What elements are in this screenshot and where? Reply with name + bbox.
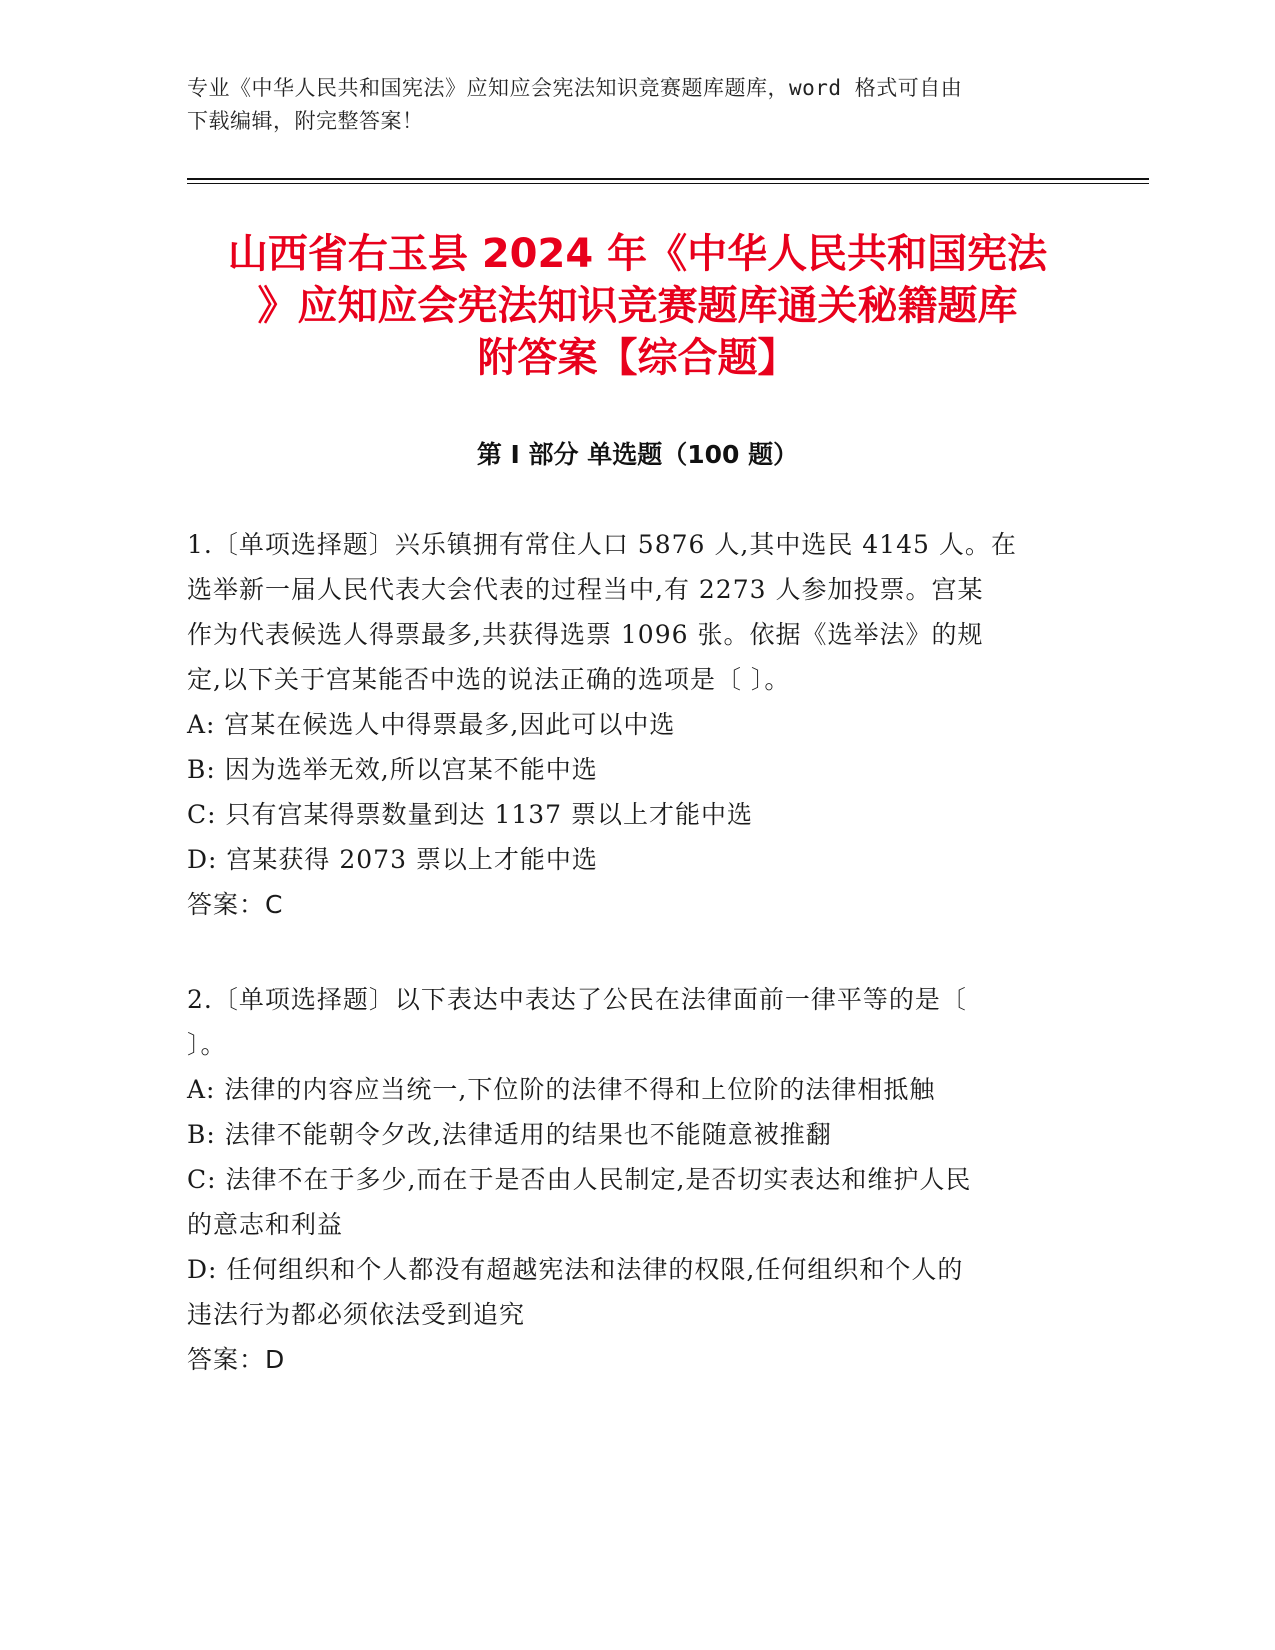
question-option: C: 法律不在于多少,而在于是否由人民制定,是否切实表达和维护人民 bbox=[187, 1165, 972, 1194]
question-option: A: 法律的内容应当统一,下位阶的法律不得和上位阶的法律相抵触 bbox=[187, 1075, 936, 1104]
question-answer: 答案：C bbox=[187, 890, 284, 919]
question-block bbox=[187, 522, 1067, 927]
document-title-line: 山西省右玉县 2024 年《中华人民共和国宪法 bbox=[227, 231, 1048, 277]
header-divider-thick bbox=[187, 178, 1149, 180]
header-note bbox=[187, 72, 1087, 138]
document-title bbox=[150, 228, 1125, 384]
section-title: 第 I 部分 单选题（100 题） bbox=[476, 440, 799, 469]
question-stem-line: 选举新一届人民代表大会代表的过程当中,有 2273 人参加投票。宫某 bbox=[187, 575, 984, 604]
question-stem-line: 作为代表候选人得票最多,共获得选票 1096 张。依据《选举法》的规 bbox=[187, 620, 984, 649]
question-option: 违法行为都必须依法受到追究 bbox=[187, 1300, 526, 1329]
question-block bbox=[187, 977, 1067, 1382]
document-title-line: 》应知应会宪法知识竞赛题库通关秘籍题库 bbox=[257, 283, 1018, 329]
question-option: B: 法律不能朝令夕改,法律适用的结果也不能随意被推翻 bbox=[187, 1120, 832, 1149]
question-option: D: 宫某获得 2073 票以上才能中选 bbox=[187, 845, 598, 874]
question-answer: 答案：D bbox=[187, 1345, 286, 1374]
question-option: A: 宫某在候选人中得票最多,因此可以中选 bbox=[187, 710, 676, 739]
question-stem-line: 〕。 bbox=[187, 1030, 227, 1059]
question-option: D: 任何组织和个人都没有超越宪法和法律的权限,任何组织和个人的 bbox=[187, 1255, 964, 1284]
document-title-line: 附答案【综合题】 bbox=[477, 335, 798, 381]
question-stem-line: 2.〔单项选择题〕以下表达中表达了公民在法律面前一律平等的是〔 bbox=[187, 985, 967, 1014]
question-option: B: 因为选举无效,所以宫某不能中选 bbox=[187, 755, 598, 784]
question-option: C: 只有宫某得票数量到达 1137 票以上才能中选 bbox=[187, 800, 754, 829]
header-divider-thin bbox=[187, 183, 1149, 184]
question-option: 的意志和利益 bbox=[187, 1210, 344, 1239]
question-stem-line: 定,以下关于宫某能否中选的说法正确的选项是〔 〕。 bbox=[187, 665, 791, 694]
header-note-line: 下载编辑，附完整答案！ bbox=[187, 109, 424, 133]
header-note-line: 专业《中华人民共和国宪法》应知应会宪法知识竞赛题库题库，word 格式可自由 bbox=[187, 76, 963, 100]
question-stem-line: 1.〔单项选择题〕兴乐镇拥有常住人口 5876 人,其中选民 4145 人。在 bbox=[187, 530, 1017, 559]
